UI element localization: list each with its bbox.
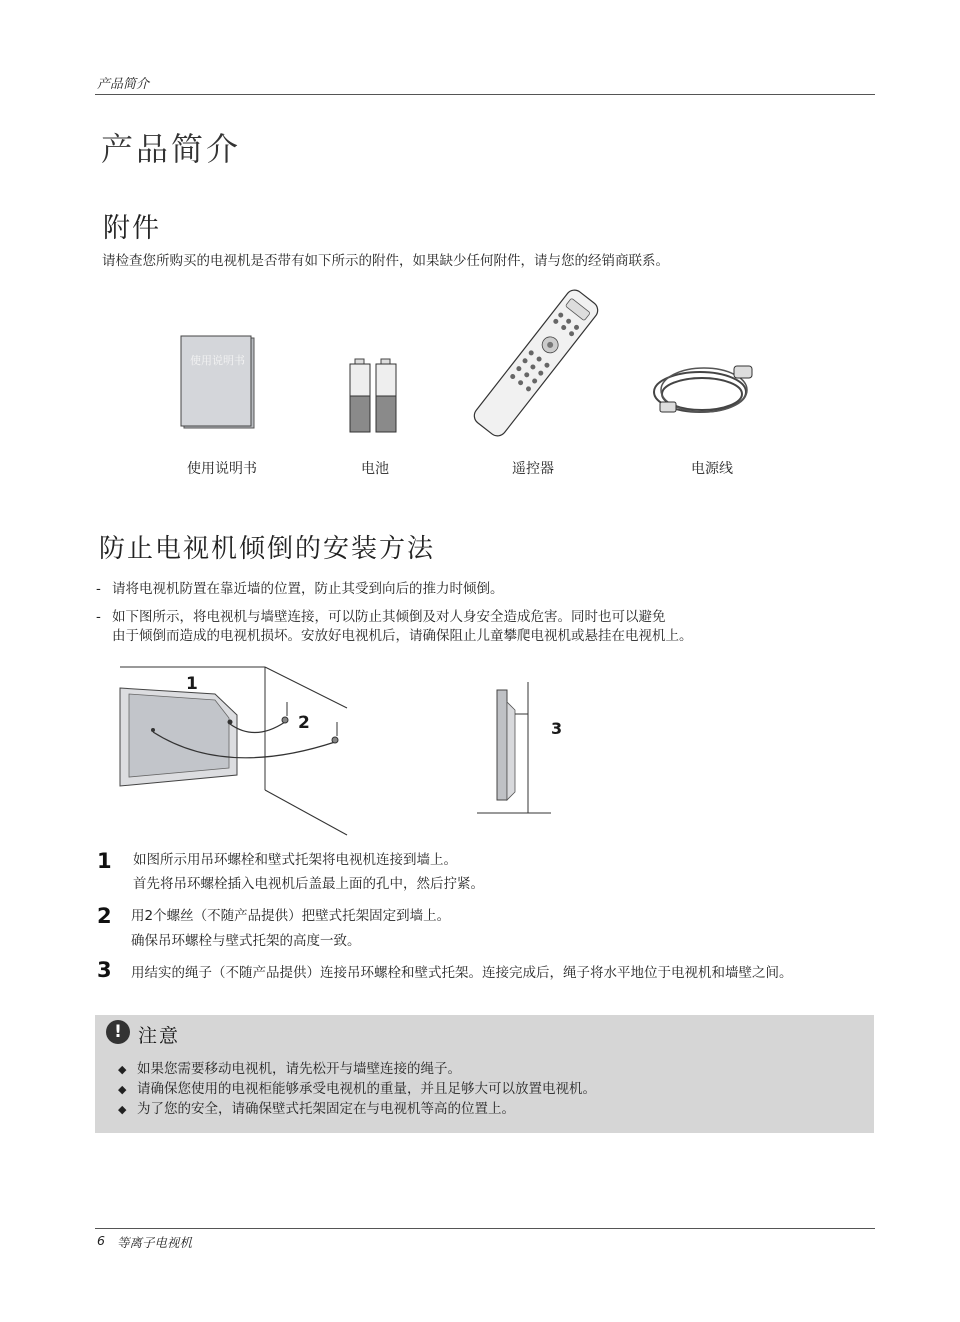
step-2-line-2: 确保吊环螺栓与壁式托架的高度一致。	[131, 933, 361, 949]
note-title: 注意	[138, 1025, 181, 1047]
step-number: 3	[97, 958, 112, 982]
figure-label-3: 3	[551, 719, 563, 738]
tv-side-view-figure	[475, 680, 555, 815]
figure-label-2: 2	[298, 713, 310, 733]
footer-page-number: 6	[97, 1233, 105, 1248]
step-number: 2	[97, 904, 112, 928]
footer-product-name: 等离子电视机	[117, 1235, 193, 1250]
footer-divider	[95, 1228, 875, 1229]
battery-icon	[348, 358, 400, 434]
install-bullet-dash: -	[96, 609, 101, 625]
figure-label-1: 1	[186, 674, 198, 694]
header-divider	[95, 94, 875, 95]
step-1-line-1: 如图所示用吊环螺栓和壁式托架将电视机连接到墙上。	[133, 852, 457, 868]
power-cord-icon	[650, 356, 760, 426]
install-bullet-dash: -	[96, 581, 101, 597]
step-1-line-2: 首先将吊环螺栓插入电视机后盖最上面的孔中，然后拧紧。	[133, 876, 484, 892]
install-bullet-2-line-2: 由于倾倒而造成的电视机损坏。安放好电视机后，请确保阻止儿童攀爬电视机或悬挂在电视机上。	[112, 628, 693, 644]
accessory-label-battery: 电池	[361, 461, 389, 477]
accessory-label-power-cord: 电源线	[691, 461, 733, 477]
manual-icon	[180, 334, 256, 430]
note-item-1: 如果您需要移动电视机，请先松开与墙壁连接的绳子。	[137, 1061, 461, 1077]
accessories-intro: 请检查您所购买的电视机是否带有如下所示的附件，如果缺少任何附件，请与您的经销商联系。	[102, 253, 669, 269]
tv-wall-tether-figure	[115, 660, 365, 840]
page-title: 产品简介	[101, 130, 242, 168]
manual-cover-text: 使用说明书	[190, 354, 245, 367]
diamond-bullet-icon: ◆	[118, 1083, 127, 1096]
running-header: 产品简介	[97, 77, 150, 92]
install-bullet-1: 请将电视机防置在靠近墙的位置，防止其受到向后的推力时倾倒。	[112, 581, 504, 597]
note-item-2: 请确保您使用的电视柜能够承受电视机的重量，并且足够大可以放置电视机。	[137, 1081, 596, 1097]
diamond-bullet-icon: ◆	[118, 1063, 127, 1076]
accessory-label-manual: 使用说明书	[187, 461, 257, 477]
note-item-3: 为了您的安全，请确保壁式托架固定在与电视机等高的位置上。	[137, 1101, 515, 1117]
install-title: 防止电视机倾倒的安装方法	[99, 534, 436, 564]
step-3-line-1: 用结实的绳子（不随产品提供）连接吊环螺栓和壁式托架。连接完成后，绳子将水平地位于电视机和墙壁之间。	[131, 965, 793, 981]
diamond-bullet-icon: ◆	[118, 1103, 127, 1116]
exclamation-icon: !	[106, 1020, 130, 1044]
step-number: 1	[97, 849, 112, 873]
step-2-line-1: 用2个螺丝（不随产品提供）把壁式托架固定到墙上。	[131, 908, 451, 924]
accessories-title: 附件	[103, 213, 161, 244]
install-bullet-2-line-1: 如下图所示，将电视机与墙壁连接，可以防止其倾倒及对人身安全造成危害。同时也可以避免	[112, 609, 666, 625]
accessory-label-remote: 遥控器	[512, 461, 554, 477]
remote-control-icon	[466, 288, 606, 438]
